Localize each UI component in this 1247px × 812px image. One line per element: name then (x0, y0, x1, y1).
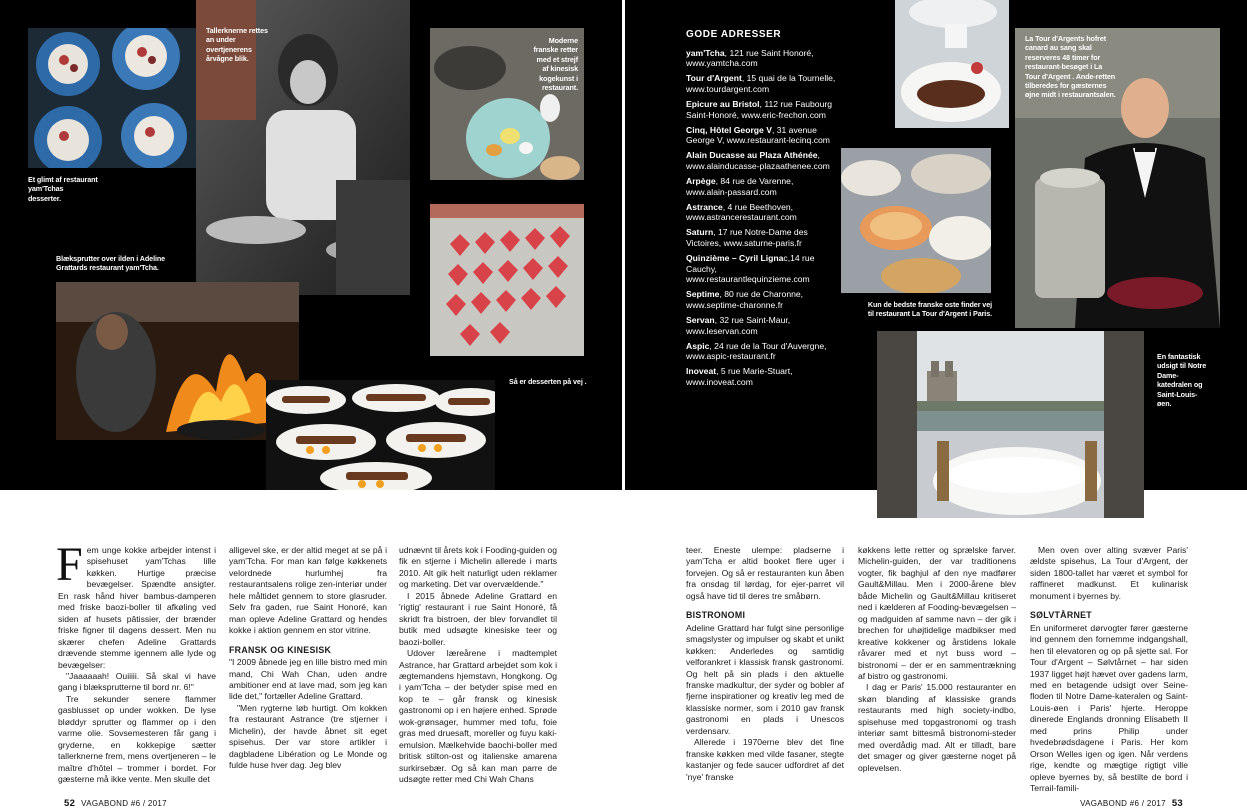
address-entry (686, 253, 836, 285)
magazine-issue-right: VAGABOND #6 / 2017 (1080, 799, 1166, 808)
notre-dame-view-photo (877, 331, 1144, 518)
address-name: Aspic (686, 340, 710, 351)
wok-flames-photo (56, 282, 299, 440)
dessert-plates-photo (28, 28, 196, 168)
address-details: , 17 rue Notre-Dame des Victoires, www.saturne-paris.fr (686, 227, 808, 248)
page-gutter (622, 0, 625, 812)
subheading-solvtarnet: SØLVTÅRNET (1030, 610, 1092, 621)
address-name: Astrance (686, 201, 723, 212)
address-name: Quinzième – Cyril Ligna (686, 253, 784, 264)
article-paragraph: Tre sekunder senere flammer gasblusset op under wokken. De lyse bløddyr sprutter og flammer op i den varme olie. Sovsemesteren får gang i gryderne, en kokkepige sætter tallerknerne frem, mens overtjeneren – le maître d'hôtel – trommer i bordet. For gæsterne må ikke vente. Men skulle det (58, 693, 216, 785)
article-paragraph: I dag er Paris' 15.000 restauranter en skøn blanding af klassiske grands restaurants med high society-indbo, spisehuse med topgastronomi og trash interiør samt bittesmå bistronomi-steder med overdådig mad. Alt er tilladt, bare det smager og giver gæsterne noget på oplevelsen. (858, 682, 1016, 773)
address-name: Arpège (686, 176, 716, 187)
address-entry (686, 227, 836, 248)
article-paragraph: udnævnt til årets kok i Fooding-guiden og fik en stjerne i Michelin allerede i marts 2010. Alt gik helt naturligt uden reklamer og marketing. Det var overvældende." (399, 545, 557, 590)
address-entry (686, 341, 836, 362)
article-paragraph: I 2015 åbnede Adeline Grattard en 'rigtig' restaurant i rue Saint Honoré, få skridt fra bistroen, der blev forvandlet til butik med udsøgte kinesiske teer og baozi-boller. (399, 590, 557, 647)
article-paragraph: teer. Eneste ulempe: pladserne i yam'Tcha er altid booket flere uger i forvejen. Og så er restauranten kun åben fra onsdag til lørdag, for ejer-parret vil også have tid til deres tre småbørn. (686, 545, 844, 601)
caption-canard: La Tour d'Argents hofret canard au sang skal reserveres 48 timer for restaurant-besøget i La Tour d'Argent . Ande-retten tilberedes for gæsternes øjne midt i restaurantsalen. (1025, 34, 1116, 100)
article-column-1 (56, 538, 216, 786)
address-details: , 15 quai de la Tournelle, www.tourdargent.com (686, 73, 836, 94)
address-details: , 32 rue Saint-Maur, www.leservan.com (686, 315, 791, 336)
address-entry (686, 48, 836, 69)
figs-photo (430, 204, 584, 356)
address-details: , 5 rue Marie-Stuart, www.inoveat.com (686, 366, 793, 388)
address-name: Tour d'Argent (686, 73, 742, 84)
article-paragraph: Men oven over alting svæver Paris' ældste spisehus, La Tour d'Argent, der siden 1800-tallet har været et symbol for raffineret madkunst. Et kulinarisk monument i byernes by. (1030, 545, 1188, 601)
article-column-2 (229, 545, 387, 772)
cheese-photo (841, 148, 991, 293)
address-details: , 84 rue de Varenne, www.alain-passard.com (686, 176, 794, 197)
address-entry (686, 289, 836, 310)
subheading-bistronomi: BISTRONOMI (686, 610, 746, 621)
address-details: , 121 rue Saint Honoré, www.yamtcha.com (686, 47, 814, 69)
article-paragraph: "Jaaaaaah! Ouiiiii. Så skal vi have gang i blæksprutterne til bord nr. 6!" (58, 670, 216, 693)
address-name: Septime (686, 289, 720, 300)
address-details: , 31 avenue George V, www.restaurant-lecinq.com (686, 124, 830, 146)
address-name: Servan (686, 315, 715, 326)
address-name: Cinq, Hôtel George V (686, 124, 772, 135)
article-paragraph: alligevel ske, er der altid meget at se på i yam'Tcha. For man kan følge køkkenets velordnede hurlumhej fra restaurantsalens rolige zen-interiør under hele måltidet gennem to store glasruder. Selv fra gaden, rue Saint Honoré, kan man opleve Adeline Grattard og hendes kokke i aktion gennem en stor vitrine. (229, 545, 387, 636)
article-paragraph: "Men rygterne løb hurtigt. Om kokken fra restaurant Astrance (tre stjerner i Michelin), der havde åbnet sit eget spisehus. Der var store artikler i dagbladene Libération og Le Monde og fulde huse hver dag. Jeg blev (229, 702, 387, 771)
article-column-4 (686, 545, 844, 783)
address-details: , 24 rue de la Tour d'Auvergne, www.aspic-restaurant.fr (686, 340, 827, 362)
address-entry (686, 366, 836, 387)
article-paragraph: En uniformeret dørvogter fører gæsterne ind gennem den fornemme indgangshall, hen til elevatoren og op på sjette sal. For Tour d'Argent – Sølvtårnet – har siden 1937 ligget højt hævet over gadens larm, med en betagende udsigt over Seine-floden til Notre Dame-kateralen og Saint-Louis-øen i Paris' hjerte. Heroppe dinerede Englands dronning Elisabeth II med prins Philip under hvedebrødsdagene i Paris. Her kom Orson Welles igen og igen. Når verdens rige, kendte og mægtige rigtigt ville opleve byernes by, så bestilte de bord i Terrail-famili- (1030, 622, 1188, 794)
address-entry (686, 99, 836, 120)
page-number-right: 53 (1171, 798, 1183, 809)
article-column-3 (399, 545, 557, 786)
address-name: yam'Tcha (686, 47, 725, 58)
caption-plating: Tallerknerne rettes an under overtjenerens årvågne blik. (206, 26, 268, 64)
chocolate-dessert-photo (895, 0, 1009, 128)
address-details: c,14 rue Cauchy, www.restaurantlequinzieme.com (686, 253, 815, 285)
dessert-service-photo (266, 380, 495, 490)
article-paragraph: Adeline Grattard har fulgt sine personlige smagslyster og impulser og skabt et unikt køkken: Anderledes og samtidig velforankret i klassisk fransk gastronomi. Og helt på sin plads i den aktuelle franske madkultur, der syder og bobler af fjerne inspirationer og kreativ leg med de klassiske normer, som i 2010 gav fransk gastronomi en plads i Unescos verdensarv. (686, 622, 844, 736)
address-entry (686, 73, 836, 94)
address-entry (686, 315, 836, 336)
address-entry (686, 125, 836, 146)
article-paragraph: køkkens lette retter og sprælske farver. Michelin-guiden, der var traditionens vogter, fik baghjul af den nye madfører Gault&Millau. Men i 2000-årene blev både Michelin og Gault&Millau kritiseret ned i kælderen af Fooding-bevægelsen – og madguiden af samme navn – der gik i brechen for uhøjtidelige madbikser med kreative kokkener og årstidens lokale råvarer med et nyt buss word – bistronomi – der er en sammentrækning af bistro og gastronomi. (858, 545, 1016, 681)
address-details: , 80 rue de Charonne, www.septime-charonne.fr (686, 289, 804, 310)
page-number-left: 52 (64, 798, 76, 809)
address-entry (686, 150, 836, 171)
article-column-6 (1030, 545, 1188, 795)
folio-left (58, 798, 167, 809)
article-paragraph: "I 2009 åbnede jeg en lille bistro med min mand, Chi Wah Chan, uden andre ambitioner end at lave mad, som jeg kan lide det," fortæller Adeline Grattard. (229, 657, 387, 702)
addresses-list (686, 48, 836, 388)
address-name: Alain Ducasse au Plaza Athénée (686, 150, 818, 161)
address-name: Epicure au Bristol (686, 98, 760, 109)
addresses-box (686, 30, 836, 392)
caption-modern-dishes: Moderne franske retter med et strejf af kinesisk kogekunst i restaurant. (533, 36, 578, 93)
magazine-issue-left: VAGABOND #6 / 2017 (81, 799, 167, 808)
addresses-heading: GODE ADRESSER (686, 29, 782, 40)
caption-cheese: Kun de bedste franske oste finder vej til restaurant La Tour d'Argent i Paris. (867, 300, 992, 319)
address-name: Inoveat (686, 366, 717, 377)
article-lead (56, 538, 216, 671)
caption-desserts-way: Så er desserten på vej . (509, 377, 587, 386)
address-details: , 112 rue Faubourg Saint-Honoré, www.eric-frechon.com (686, 98, 833, 120)
address-details: , www.alainducasse-plazaathenee.com (686, 150, 830, 171)
folio-right (1080, 798, 1189, 809)
address-name: Saturn (686, 227, 714, 238)
caption-view: En fantastisk udsigt til Notre Dame-katedralen og Saint-Louis-øen. (1157, 352, 1207, 409)
caption-desserts-glimpse: Et glimt af restaurant yam'Tchas desserter. (28, 175, 98, 203)
caption-squid: Blæksprutter over ilden i Adeline Grattards restaurant yam'Tcha. (56, 254, 166, 273)
address-details: , 4 rue Beethoven, www.astrancerestaurant.com (686, 201, 797, 223)
dropcap-letter: F (56, 538, 83, 591)
article-paragraph: Allerede i 1970erne blev det fine franske køkken med vilde fasaner, stegte kastanjer og fede saucer udfordret af det 'nye' franske (686, 737, 844, 782)
article-paragraph: em unge kokke arbejder intenst i spisehuset yam'Tchas lille køkken. Hurtige præcise bevægelser. Spændte ansigter. En rask hånd hiver bambus-damperen med friske baozi-boller til afkøling ved siden af husets pâtissier, der brænder friske figner til dagens dessert. Men nu skærer chefen Adeline Grattards drævende stemme igennem alle lyde og bevægelser: (58, 545, 216, 670)
address-entry (686, 176, 836, 197)
address-entry (686, 202, 836, 223)
article-column-5 (858, 545, 1016, 774)
article-paragraph: Udover læreårene i madtemplet Astrance, har Grattard arbejdet som kok i ægtemandens hjemstavn, Hongkong. Og i yam'Tcha – der betyder spise med en kop te – går fransk og kinesisk gastronomi op i en højere enhed. Sprøde wok-grønsager, hummer med tofu, foie gras med druesaft, moreller og fuyu kaki-emulsion. Mælkehvide baochi-boller med britisk stilton-ost og italienske amarena surkirsebær. Og så kan man parre de udsøgte retter med Chi Wah Chans (399, 648, 557, 785)
subheading-fransk-og-kinesisk: FRANSK OG KINESISK (229, 644, 332, 655)
